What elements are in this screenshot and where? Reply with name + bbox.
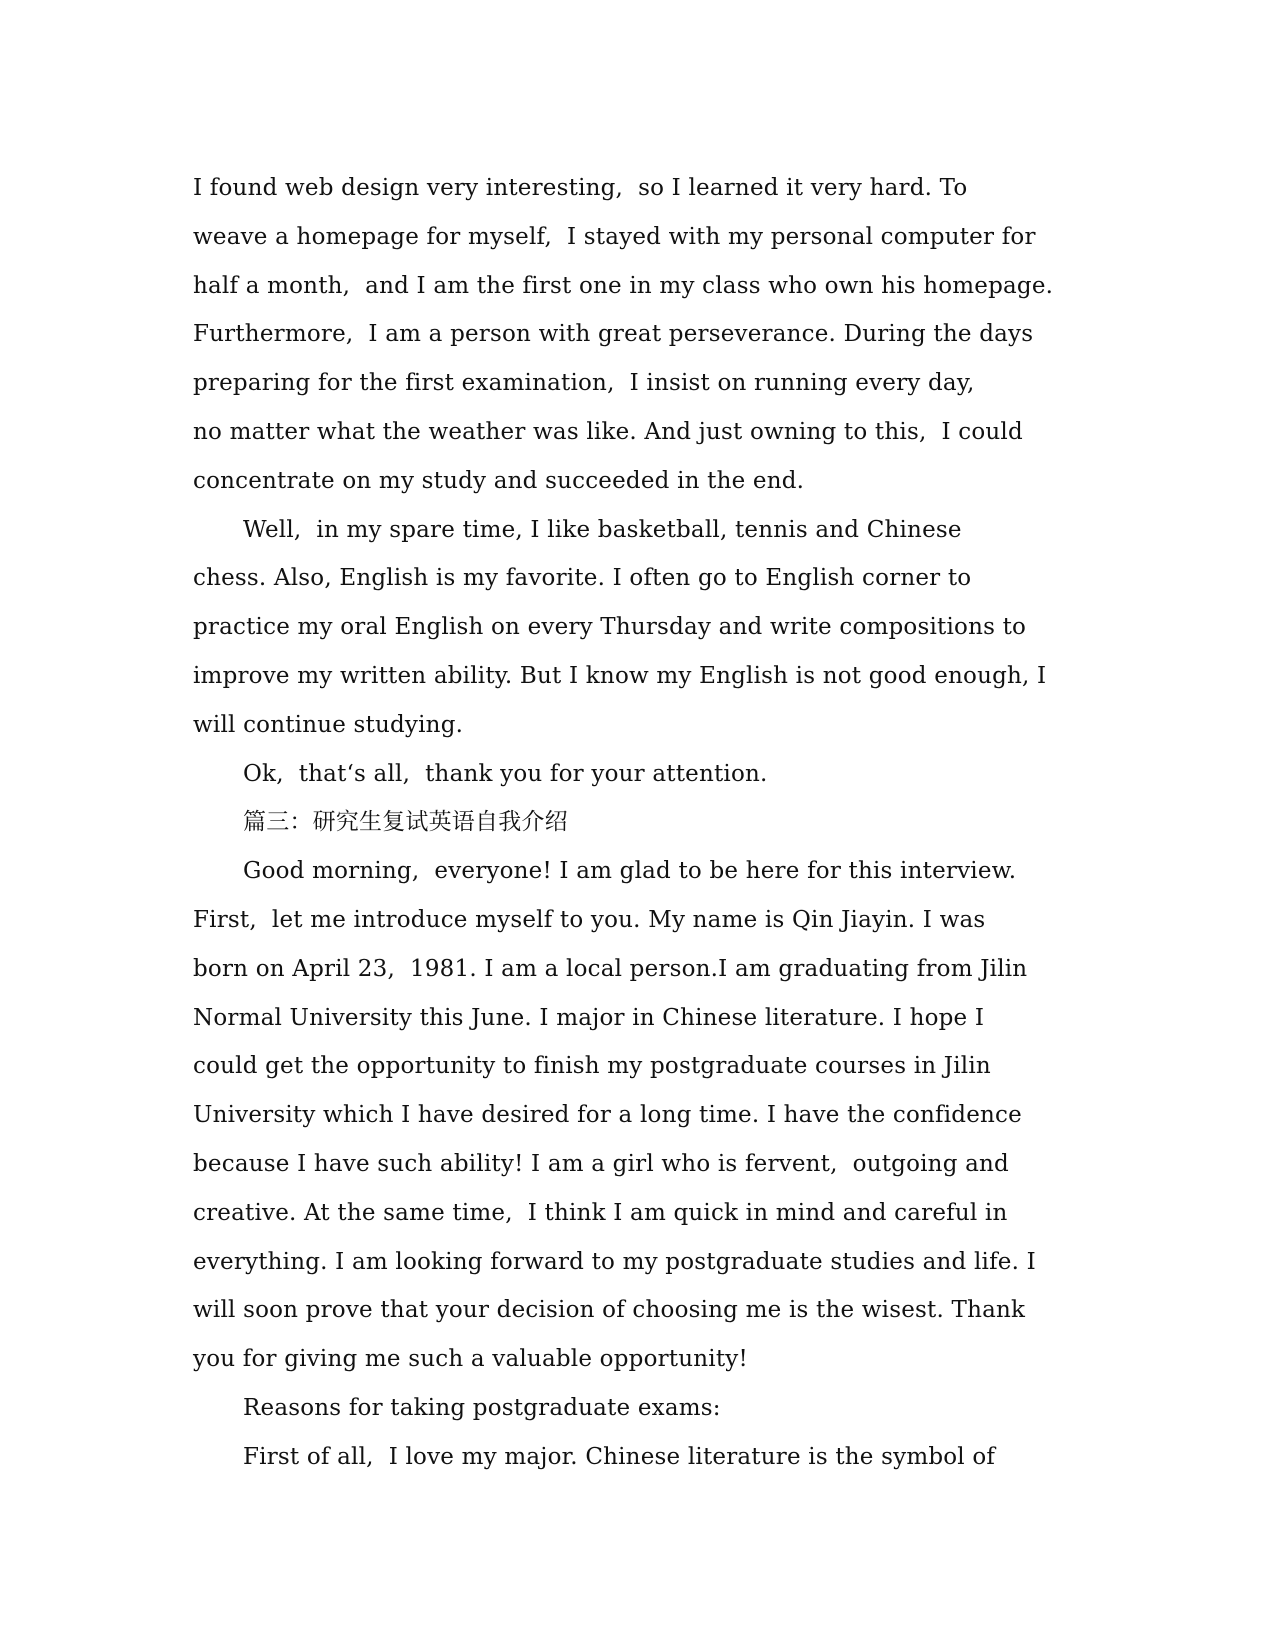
text-line: will continue studying. bbox=[193, 711, 464, 738]
text-line: everything. I am looking forward to my postgraduate studies and life. I bbox=[193, 1248, 1036, 1275]
text-line: First, let me introduce myself to you. My name is Qin Jiayin. I was bbox=[193, 906, 986, 933]
text-line: Normal University this June. I major in Chinese literature. I hope I bbox=[193, 1004, 985, 1031]
text-line: concentrate on my study and succeeded in the end. bbox=[193, 467, 805, 494]
text-line: University which I have desired for a long time. I have the confidence bbox=[193, 1102, 1022, 1129]
paragraph-start-line: First of all, I love my major. Chinese literature is the symbol of bbox=[243, 1443, 996, 1470]
text-line: because I have such ability! I am a girl who is fervent, outgoing and bbox=[193, 1150, 1009, 1177]
text-line: you for giving me such a valuable opportunity! bbox=[193, 1346, 748, 1373]
text-line: will soon prove that your decision of choosing me is the wisest. Thank bbox=[193, 1297, 1026, 1324]
paragraph-start-line: Well, in my spare time, I like basketball, tennis and Chinese bbox=[243, 516, 962, 543]
text-line: creative. At the same time, I think I am quick in mind and careful in bbox=[193, 1199, 1008, 1226]
paragraph-start-line: Reasons for taking postgraduate exams: bbox=[243, 1394, 721, 1421]
text-line: preparing for the first examination, I insist on running every day, bbox=[193, 370, 975, 397]
text-line: practice my oral English on every Thursday and write compositions to bbox=[193, 614, 1027, 641]
text-line: I found web design very interesting, so I learned it very hard. To bbox=[193, 175, 968, 201]
text-line: no matter what the weather was like. And just owning to this, I could bbox=[193, 418, 1023, 445]
text-line: born on April 23, 1981. I am a local person.I am graduating from Jilin bbox=[193, 955, 1028, 982]
text-line: Furthermore, I am a person with great perseverance. During the days bbox=[193, 321, 1034, 348]
text-line: weave a homepage for myself, I stayed with my personal computer for bbox=[193, 223, 1036, 250]
paragraph-start-line: Good morning, everyone! I am glad to be here for this interview. bbox=[243, 858, 1017, 885]
body-text bbox=[193, 164, 1093, 1482]
paragraph-start-line: Ok, that‘s all, thank you for your attention. bbox=[243, 760, 768, 787]
text-line: half a month, and I am the first one in my class who own his homepage. bbox=[193, 272, 1054, 299]
text-line: improve my written ability. But I know my English is not good enough, I bbox=[193, 662, 1047, 689]
section-heading: 篇三：研究生复试英语自我介绍 bbox=[243, 809, 568, 836]
text-line: could get the opportunity to finish my postgraduate courses in Jilin bbox=[193, 1053, 991, 1080]
text-line: chess. Also, English is my favorite. I often go to English corner to bbox=[193, 565, 972, 592]
